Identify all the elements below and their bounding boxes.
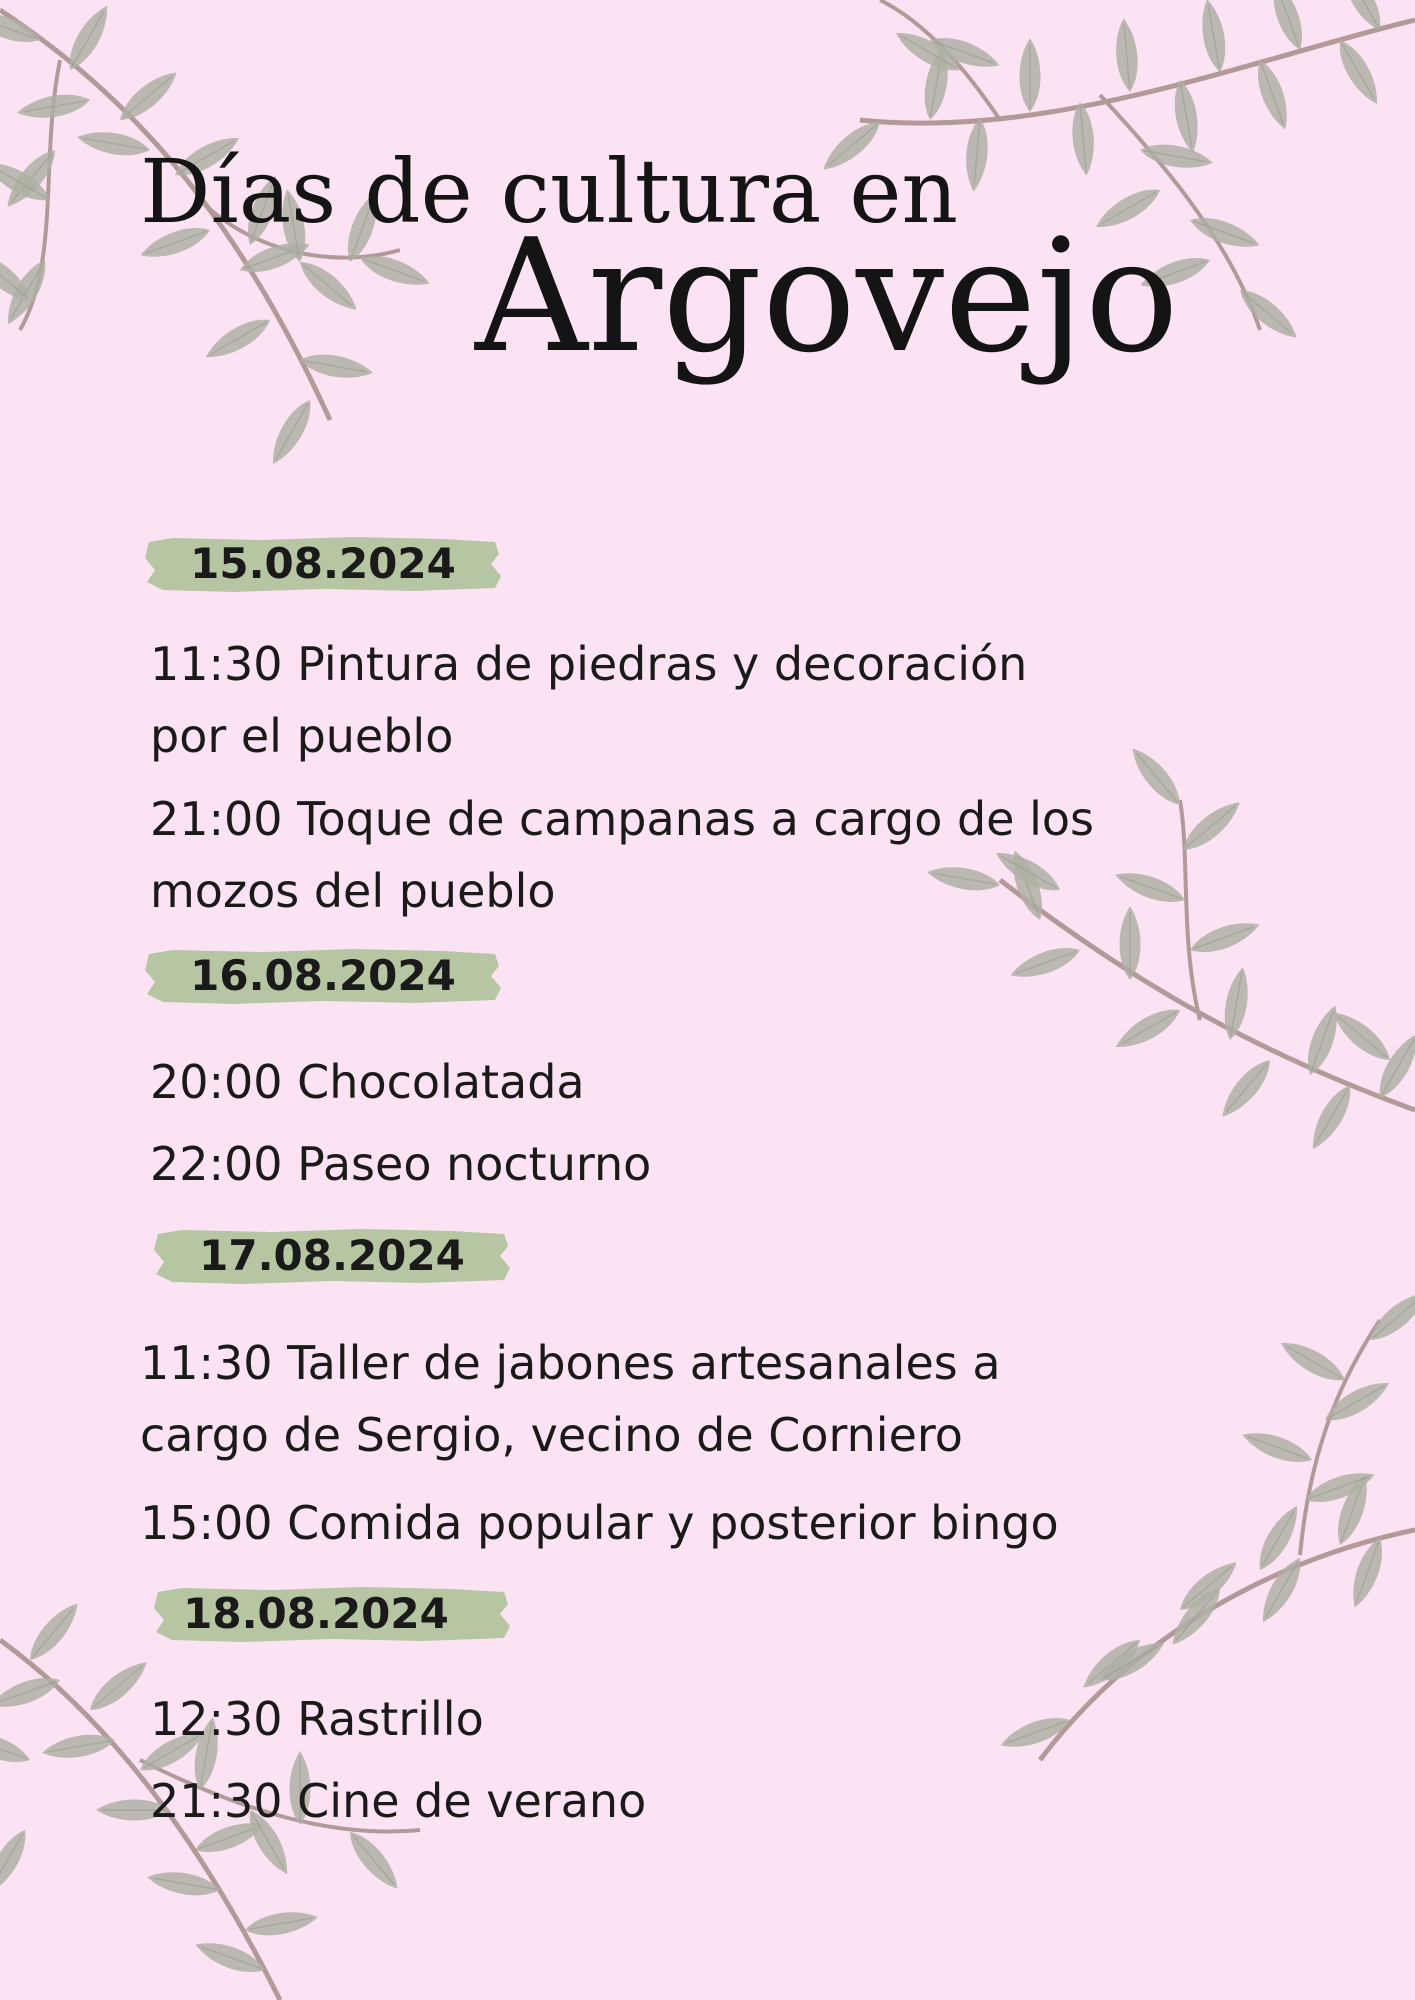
- event-text-line: 21:30 Cine de verano: [150, 1774, 647, 1828]
- date-band: [152, 1226, 512, 1286]
- date-band: [143, 534, 503, 594]
- date-label: 18.08.2024: [183, 1589, 449, 1638]
- date-label: 16.08.2024: [190, 951, 456, 1000]
- event-item: [150, 783, 1094, 927]
- event-item: [150, 628, 1027, 772]
- event-text-line: 22:00 Paseo nocturno: [150, 1137, 652, 1191]
- date-label: 17.08.2024: [199, 1231, 465, 1280]
- event-text-line: por el pueblo: [150, 709, 454, 763]
- event-item: [150, 1765, 646, 1837]
- event-text-line: 20:00 Chocolatada: [150, 1055, 585, 1109]
- event-text-line: 12:30 Rastrillo: [150, 1692, 484, 1746]
- branch-lower-right-icon: [997, 1284, 1415, 1760]
- event-text-line: 11:30 Taller de jabones artesanales a: [140, 1336, 1001, 1390]
- event-text-line: 21:00 Toque de campanas a cargo de los: [150, 792, 1094, 846]
- event-item: [150, 1128, 651, 1200]
- event-text-line: 15:00 Comida popular y posterior bingo: [140, 1496, 1059, 1550]
- date-band: [152, 1584, 512, 1644]
- event-item: [140, 1487, 1059, 1559]
- event-item: [150, 1046, 585, 1118]
- date-band: [143, 946, 503, 1006]
- title-line-2: Argovejo: [475, 205, 1179, 387]
- event-text-line: mozos del pueblo: [150, 864, 556, 918]
- event-item: [150, 1683, 484, 1755]
- date-label: 15.08.2024: [190, 539, 456, 588]
- event-item: [140, 1327, 1001, 1471]
- event-text-line: cargo de Sergio, vecino de Corniero: [140, 1408, 963, 1462]
- title-line-1: Días de cultura en: [140, 140, 959, 243]
- event-text-line: 11:30 Pintura de piedras y decoración: [150, 637, 1028, 691]
